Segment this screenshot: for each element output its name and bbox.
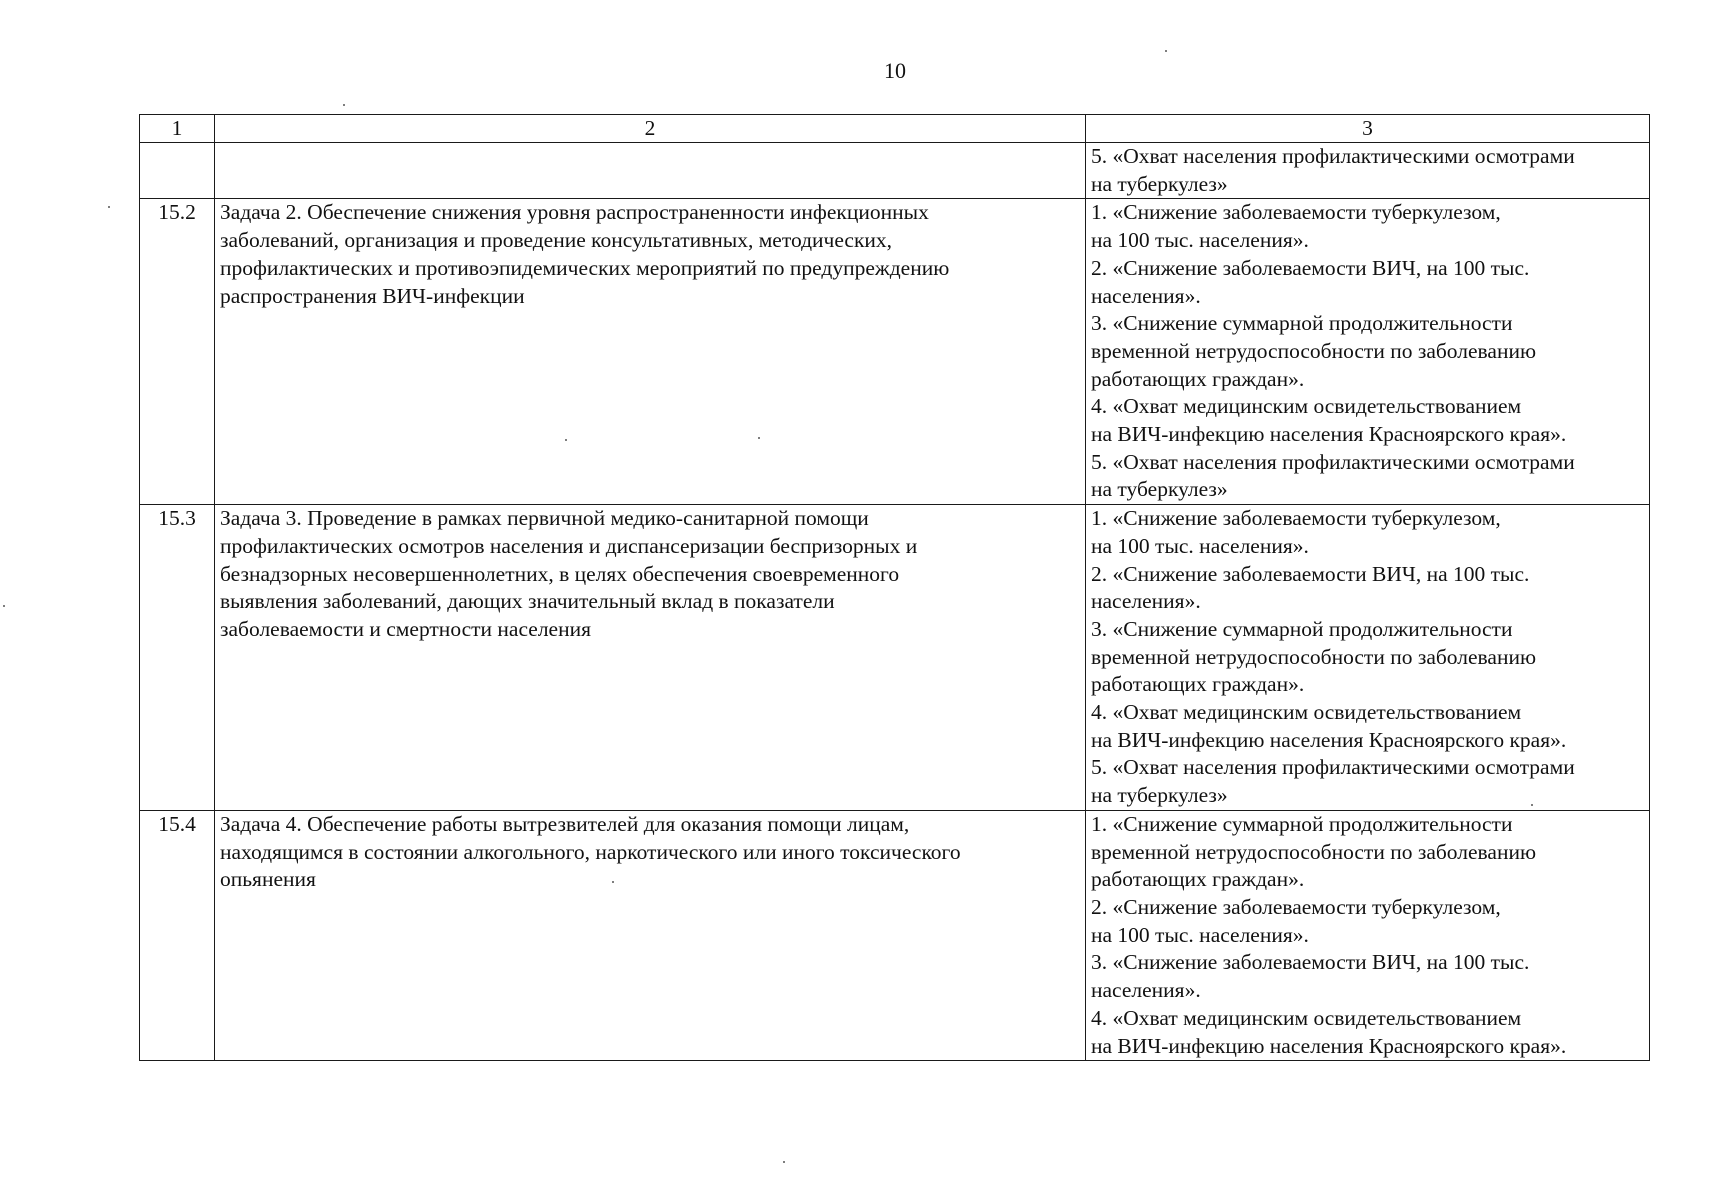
indicator-text-line: на 100 тыс. населения». <box>1091 228 1309 253</box>
column-header-2: 2 <box>215 115 1086 143</box>
table-row <box>140 810 1650 1060</box>
task-cell <box>215 199 1086 505</box>
indicator-text-line: 4. «Охват медицинским освидетельствованием <box>1091 700 1522 725</box>
indicator-cell <box>1086 143 1650 199</box>
indicator-text-line: 5. «Охват населения профилактическими осмотрами <box>1091 755 1575 780</box>
indicator-text-line: 3. «Снижение суммарной продолжительности <box>1091 311 1513 336</box>
indicator-text-line: 1. «Снижение заболеваемости туберкулезом, <box>1091 506 1501 531</box>
indicator-text-line: на туберкулез» <box>1091 477 1228 502</box>
scan-speck <box>758 437 760 439</box>
indicator-text-line: 2. «Снижение заболеваемости туберкулезом, <box>1091 894 1501 919</box>
task-text-line: заболеваемости и смертности населения <box>220 616 591 641</box>
indicator-text-line: работающих граждан». <box>1091 867 1305 892</box>
indicator-cell <box>1086 505 1650 811</box>
page-number: 10 <box>884 58 906 83</box>
task-text-line: профилактических и противоэпидемических мероприятий по предупреждению <box>220 255 950 280</box>
indicator-text-line: населения». <box>1091 978 1201 1003</box>
scan-speck <box>565 439 567 441</box>
task-text-line: опьянения <box>220 867 316 892</box>
table-header <box>140 115 1650 143</box>
row-number-cell: 15.3 <box>140 505 215 811</box>
column-header-3: 3 <box>1086 115 1650 143</box>
scan-speck <box>783 1161 785 1163</box>
indicator-text-line: 2. «Снижение заболеваемости ВИЧ, на 100 тыс. <box>1091 561 1530 586</box>
scan-speck <box>1531 804 1533 806</box>
indicator-text-line: 2. «Снижение заболеваемости ВИЧ, на 100 тыс. <box>1091 255 1530 280</box>
indicator-cell <box>1086 199 1650 505</box>
indicator-text-line: на ВИЧ-инфекцию населения Красноярского края». <box>1091 727 1567 752</box>
table-header-row <box>140 115 1650 143</box>
document-table <box>139 114 1650 1061</box>
indicator-text-line: временной нетрудоспособности по заболеванию <box>1091 839 1537 864</box>
row-number-cell: 15.2 <box>140 199 215 505</box>
task-text-line: Задача 2. Обеспечение снижения уровня распространенности инфекционных <box>220 200 929 225</box>
indicator-text-line: на ВИЧ-инфекцию населения Красноярского края». <box>1091 422 1567 447</box>
table-row <box>140 199 1650 505</box>
column-header-1: 1 <box>140 115 215 143</box>
scan-speck <box>108 206 110 208</box>
table-row <box>140 143 1650 199</box>
task-text-line: безнадзорных несовершеннолетних, в целях обеспечения своевременного <box>220 561 900 586</box>
indicator-cell <box>1086 810 1650 1060</box>
task-cell <box>215 143 1086 199</box>
task-cell <box>215 505 1086 811</box>
task-text-line: распространения ВИЧ-инфекции <box>220 283 525 308</box>
indicator-text-line: на туберкулез» <box>1091 171 1228 196</box>
row-number-cell: 15.4 <box>140 810 215 1060</box>
indicator-text-line: временной нетрудоспособности по заболеванию <box>1091 338 1537 363</box>
scan-speck <box>3 605 5 607</box>
indicator-text-line: 5. «Охват населения профилактическими осмотрами <box>1091 144 1575 168</box>
indicator-text-line: 3. «Снижение суммарной продолжительности <box>1091 616 1513 641</box>
indicator-text-line: населения». <box>1091 283 1201 308</box>
indicator-text-line: на 100 тыс. населения». <box>1091 922 1309 947</box>
scan-speck <box>343 104 345 106</box>
indicator-text-line: временной нетрудоспособности по заболеванию <box>1091 644 1537 669</box>
indicator-text-line: 5. «Охват населения профилактическими осмотрами <box>1091 449 1575 474</box>
indicator-text-line: на туберкулез» <box>1091 783 1228 808</box>
table-row <box>140 505 1650 811</box>
task-text-line: выявления заболеваний, дающих значительный вклад в показатели <box>220 589 835 614</box>
task-text-line: находящимся в состоянии алкогольного, наркотического или иного токсического <box>220 839 961 864</box>
task-text-line: профилактических осмотров населения и диспансеризации беспризорных и <box>220 533 918 558</box>
indicator-text-line: населения». <box>1091 589 1201 614</box>
indicator-text-line: 4. «Охват медицинским освидетельствованием <box>1091 394 1522 419</box>
table-body <box>140 143 1650 1061</box>
scan-speck <box>1165 50 1167 52</box>
task-cell <box>215 810 1086 1060</box>
task-text-line: заболеваний, организация и проведение консультативных, методических, <box>220 228 893 253</box>
task-text-line: Задача 3. Проведение в рамках первичной медико-санитарной помощи <box>220 506 869 531</box>
scan-speck <box>612 881 614 883</box>
indicator-text-line: 4. «Охват медицинским освидетельствованием <box>1091 1005 1522 1030</box>
indicator-text-line: 1. «Снижение заболеваемости туберкулезом, <box>1091 200 1501 225</box>
indicator-text-line: работающих граждан». <box>1091 366 1305 391</box>
task-text-line: Задача 4. Обеспечение работы вытрезвителей для оказания помощи лицам, <box>220 811 910 836</box>
indicator-text-line: на ВИЧ-инфекцию населения Красноярского края». <box>1091 1033 1567 1058</box>
indicator-text-line: работающих граждан». <box>1091 672 1305 697</box>
indicator-text-line: 1. «Снижение суммарной продолжительности <box>1091 811 1513 836</box>
row-number-cell <box>140 143 215 199</box>
indicator-text-line: 3. «Снижение заболеваемости ВИЧ, на 100 тыс. <box>1091 950 1530 975</box>
indicator-text-line: на 100 тыс. населения». <box>1091 533 1309 558</box>
